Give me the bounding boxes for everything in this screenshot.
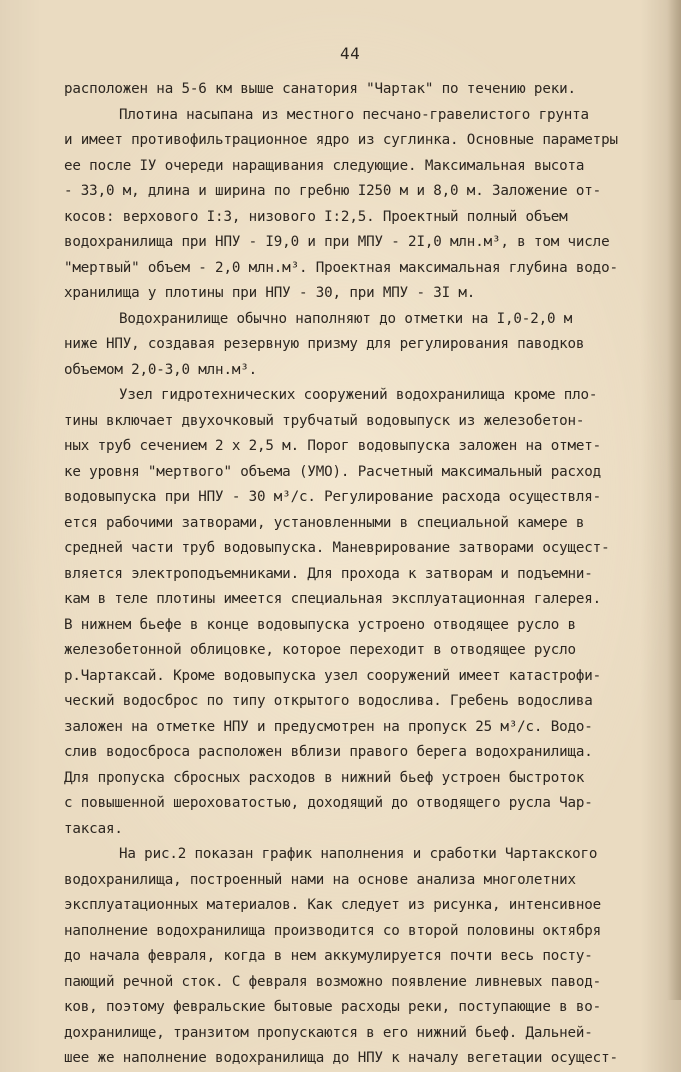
text-line: р.Чартаксай. Кроме водовыпуска узел сооружений имеет катастрофи-	[64, 667, 602, 684]
paragraph-first-line: Узел гидротехнических сооружений водохранилища кроме пло-	[119, 387, 598, 403]
text-line: с повышенной шероховатостью, доходящий до отводящего русла Чар-	[64, 795, 593, 811]
text-line: объемом 2,0-3,0 млн.м³.	[64, 361, 258, 378]
text-line: железобетонной облицовке, которое переходит в отводящее русло	[64, 642, 576, 658]
text-line: ных труб сечением 2 х 2,5 м. Порог водовыпуска заложен на отмет-	[64, 438, 602, 454]
text-line: кам в теле плотины имеется специальная эксплуатационная галерея.	[64, 591, 602, 607]
page-number: 44	[340, 44, 361, 63]
text-line: ке уровня "мертвого" объема (УМО). Расчетный максимальный расход	[64, 463, 602, 480]
text-line: до начала февраля, когда в нем аккумулируется почти весь посту-	[64, 948, 593, 964]
body-text	[64, 77, 669, 1072]
text-line: - 33,0 м, длина и ширина по гребню I250 м и 8,0 м. Заложение от-	[64, 183, 602, 199]
text-line: и имеет противофильтрационное ядро из суглинка. Основные параметры	[64, 132, 618, 148]
text-line: водовыпуска при НПУ - 30 м³/с. Регулирование расхода осуществля-	[64, 489, 602, 505]
page-edge-shadow	[667, 0, 681, 1000]
text-line: ниже НПУ, создавая резервную призму для регулирования паводков	[64, 336, 585, 352]
text-line: заложен на отметке НПУ и предусмотрен на пропуск 25 м³/с. Водо-	[64, 718, 593, 735]
text-line: водохранилища при НПУ - I9,0 и при МПУ - 2I,0 млн.м³, в том числе	[64, 234, 610, 250]
text-line: слив водосброса расположен вблизи правого берега водохранилища.	[64, 744, 593, 760]
text-line: дохранилище, транзитом пропускаются в его нижний бьеф. Дальней-	[64, 1024, 593, 1041]
text-line: таксая.	[64, 820, 123, 837]
text-line: средней части труб водовыпуска. Маневрирование затворами осущест-	[64, 540, 610, 556]
text-line: Для пропуска сбросных расходов в нижний бьеф устроен быстроток	[64, 769, 585, 786]
text-line: расположен на 5-6 км выше санатория "Чартак" по течению реки.	[64, 81, 576, 97]
text-line: ее после IУ очереди наращивания следующие. Максимальная высота	[64, 157, 585, 174]
text-line: хранилища у плотины при НПУ - 30, при МПУ - 3I м.	[64, 285, 476, 301]
text-line: ется рабочими затворами, установленными в специальной камере в	[64, 514, 585, 531]
paragraph-first-line: Водохранилище обычно наполняют до отметки на I,0-2,0 м	[119, 310, 573, 327]
text-line: водохранилища, построенный нами на основе анализа многолетних	[64, 871, 576, 888]
paragraph-first-line: На рис.2 показан график наполнения и сработки Чартакского	[119, 846, 598, 862]
text-line: ков, поэтому февральские бытовые расходы реки, поступающие в во-	[64, 999, 602, 1015]
text-line: вляется электроподъемниками. Для прохода к затворам и подъемни-	[64, 565, 593, 582]
text-line: тины включает двухочковый трубчатый водовыпуск из железобетон-	[64, 412, 585, 429]
text-line: В нижнем бьефе в конце водовыпуска устроено отводящее русло в	[64, 616, 576, 633]
text-line: наполнение водохранилища производится со второй половины октября	[64, 922, 602, 939]
text-line: косов: верхового I:3, низового I:2,5. Проектный полный объем	[64, 208, 568, 225]
paragraph-first-line: Плотина насыпана из местного песчано-гравелистого грунта	[119, 106, 589, 123]
text-line: ческий водосброс по типу открытого водослива. Гребень водослива	[64, 693, 593, 709]
text-line: шее же наполнение водохранилища до НПУ к началу вегетации осущест-	[64, 1050, 618, 1066]
text-line: "мертвый" объем - 2,0 млн.м³. Проектная максимальная глубина водо-	[64, 259, 618, 276]
text-line: эксплуатационных материалов. Как следует из рисунка, интенсивное	[64, 897, 602, 913]
text-line: пающий речной сток. С февраля возможно появление ливневых павод-	[64, 973, 602, 990]
